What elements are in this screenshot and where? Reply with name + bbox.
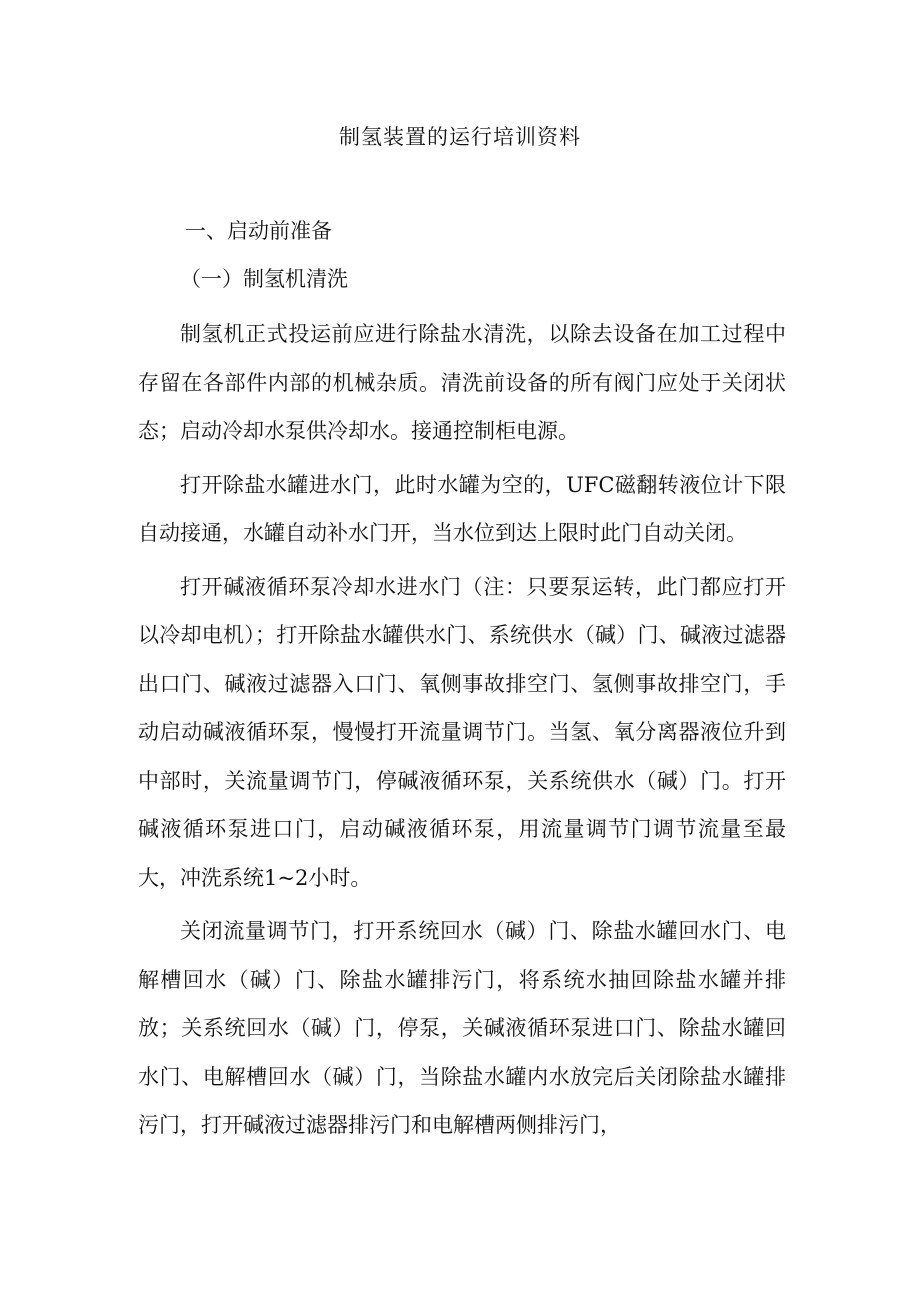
- paragraph: 打开除盐水罐进水门，此时水罐为空的，UFC磁翻转液位计下限自动接通，水罐自动补水门开，当水位到达上限时此门自动关闭。: [138, 472, 786, 545]
- paragraph: 打开碱液循环泵冷却水进水门（注：只要泵运转，此门都应打开以冷却电机）；打开除盐水罐供水门、系统供水（碱）门、碱液过滤器出口门、碱液过滤器入口门、氧侧事故排空门、氢侧事故排空门，手动启动碱液循环泵，慢慢打开流量调节门。当氢、氧分离器液位升到中部时，关流量调节门，停碱液循环泵，关系统供水（碱）门。打开碱液循环泵进口门，启动碱液循环泵，用流量调节门调节流量至最大，冲洗系统1~2小时。: [138, 574, 786, 890]
- document-title: 制氢装置的运行培训资料: [339, 125, 581, 149]
- paragraph: 关闭流量调节门，打开系统回水（碱）门、除盐水罐回水门、电解槽回水（碱）门、除盐水罐排污门，将系统水抽回除盐水罐并排放；关系统回水（碱）门，停泵，关碱液循环泵进口门、除盐水罐回水门、电解槽回水（碱）门，当除盐水罐内水放完后关闭除盐水罐排污门，打开碱液过滤器排污门和电解槽两侧排污门，: [138, 919, 786, 1137]
- document-body: [138, 310, 786, 1155]
- subsection-heading: （一）制氢机清洗: [180, 267, 348, 291]
- paragraph: 制氢机正式投运前应进行除盐水清洗，以除去设备在加工过程中存留在各部件内部的机械杂质。清洗前设备的所有阀门应处于关闭状态；启动冷却水泵供冷却水。接通控制柜电源。: [138, 322, 786, 443]
- section-heading: 一、启动前准备: [185, 219, 332, 243]
